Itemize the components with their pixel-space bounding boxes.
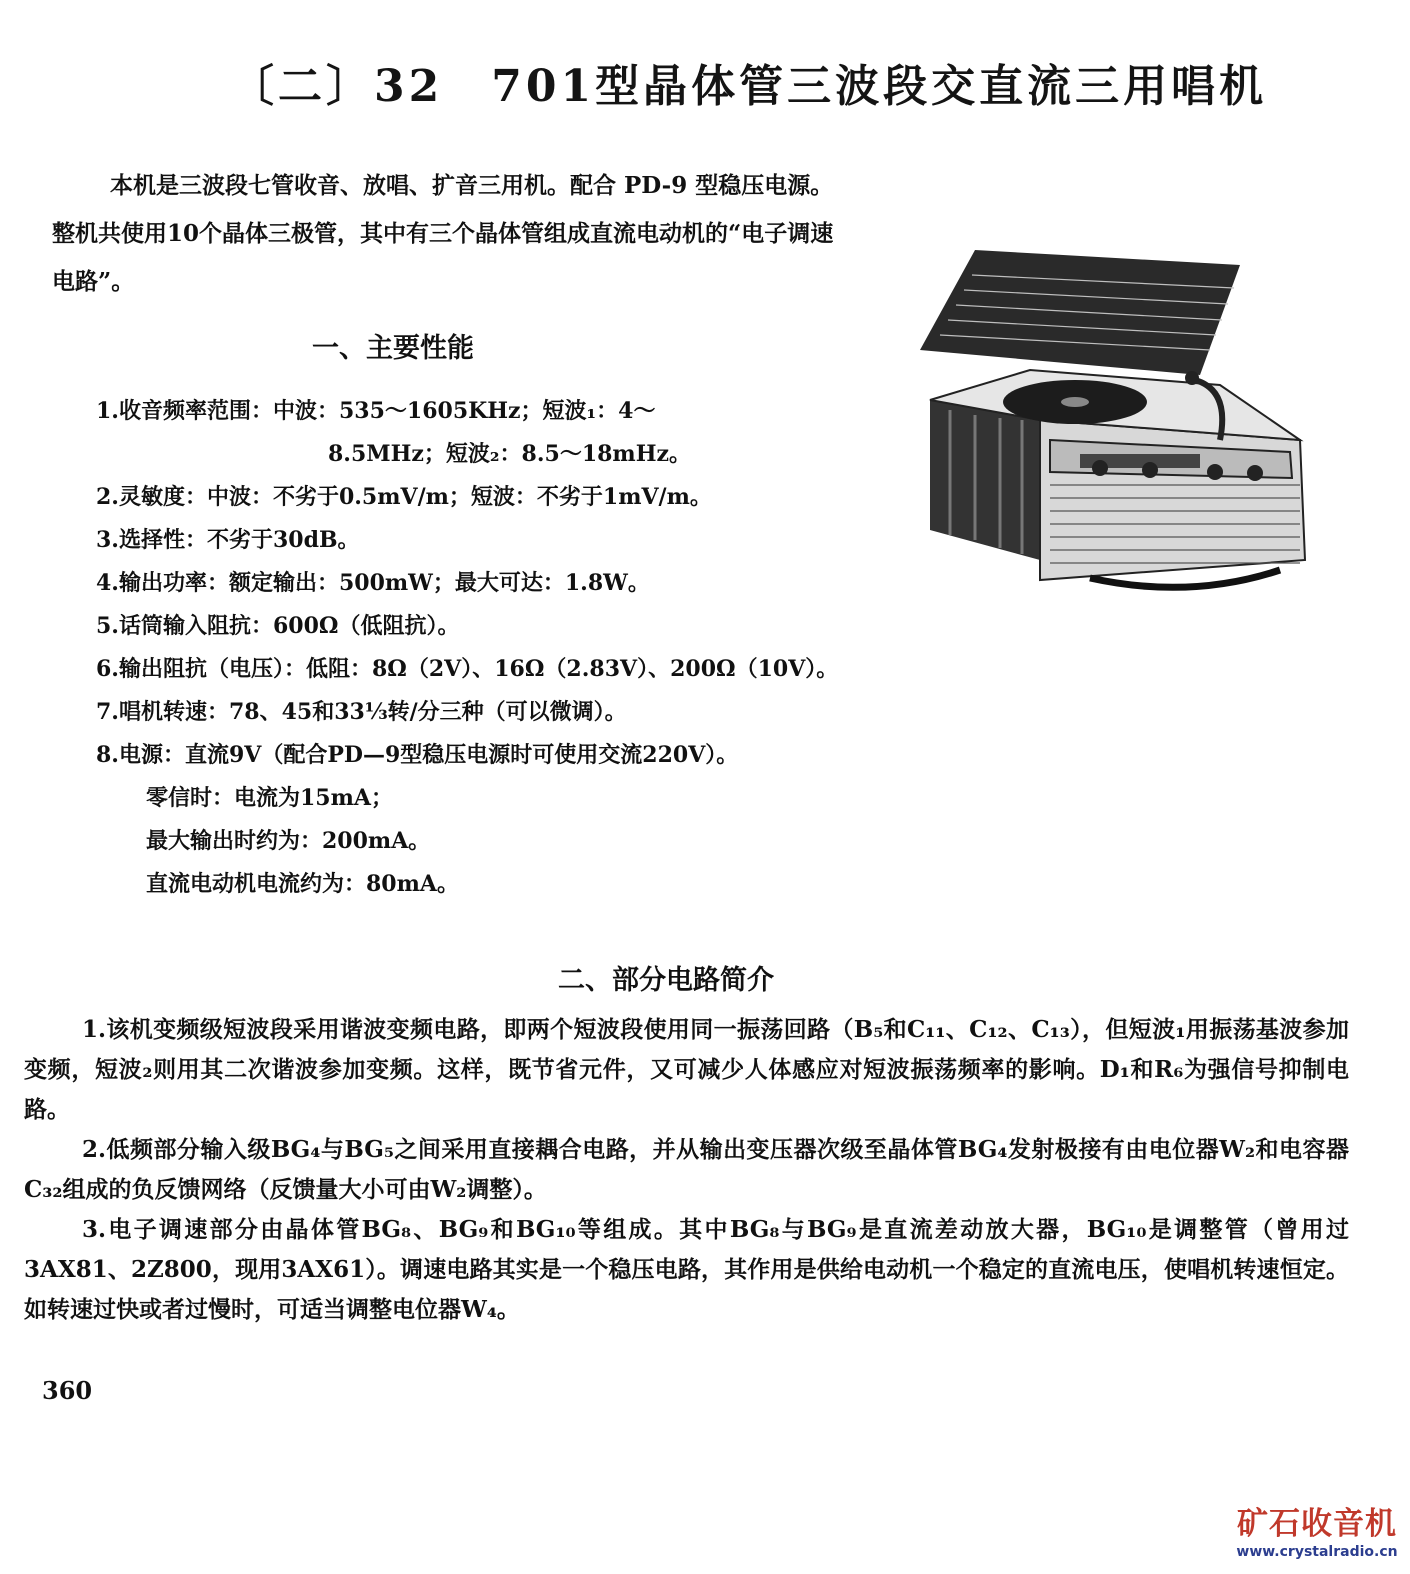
site-watermark [1232,1505,1402,1561]
circuit-paragraph: 3.电子调速部分由晶体管BG₈、BG₉和BG₁₀等组成。其中BG₈与BG₉是直流差动放大器，BG₁₀是调整管（曾用过3AX81、2Z800，现用3AX61）。调速电路其实是一个稳压电路，其作用是供给电动机一个稳定的直流电压，使唱机转速恒定。如转速过快或者过慢时，可适当调整电位器W₄。 [24,1216,1349,1323]
circuit-paragraph: 2.低频部分输入级BG₄与BG₅之间采用直接耦合电路，并从输出变压器次级至晶体管BG₄发射极接有由电位器W₂和电容器C₃₂组成的负反馈网络（反馈量大小可由W₂调整）。 [24,1136,1349,1203]
watermark-logo: 矿石收音机 [1237,1506,1397,1542]
record-label [1061,397,1089,407]
spec-subitem: 最大输出时约为：200mA。 [146,828,431,854]
page-title: 〔二〕32 701型晶体管三波段交直流三用唱机 [230,61,1268,112]
intro-text: 本机是三波段七管收音、放唱、扩音三用机。配合 PD-9 型稳压电源。整机共使用10个晶体三极管，其中有三个晶体管组成直流电动机的“电子调速电路”。 [52,172,834,295]
watermark-url: www.crystalradio.cn [1236,1544,1398,1560]
circuit-paragraph: 1.该机变频级短波段采用谐波变频电路，即两个短波段使用同一振荡回路（B₅和C₁₁、C₁₂、C₁₃），但短波₁用振荡基波参加变频，短波₂则用其二次谐波参加变频。这样，既节省元件，又可减少人体感应对短波振荡频率的影响。D₁和R₆为强信号抑制电路。 [24,1016,1349,1123]
spec-item: 7.唱机转速：78、45和33⅓转/分三种（可以微调）。 [96,699,627,725]
spec-item: 8.电源：直流9V（配合PD—9型稳压电源时可使用交流220V）。 [96,742,739,768]
spec-item: 5.话筒输入阻抗：600Ω（低阻抗）。 [96,613,460,639]
page-number: 360 [42,1376,93,1405]
spec-subitem: 零信时：电流为15mA； [146,785,393,811]
section2-heading: 二、部分电路简介 [558,965,774,996]
spec-list [96,390,1056,906]
knob-2 [1142,462,1158,478]
tonearm-pivot [1185,371,1199,385]
spec-item: 6.输出阻抗（电压）：低阻：8Ω（2V）、16Ω（2.83V）、200Ω（10V）。 [96,656,839,682]
spec-item: 2.灵敏度：中波：不劣于0.5mV/m；短波：不劣于1mV/m。 [96,484,712,510]
spec-item-continued: 8.5MHz；短波₂：8.5～18mHz。 [328,441,691,467]
intro-paragraph [52,162,842,306]
spec-item: 4.输出功率：额定输出：500mW；最大可达：1.8W。 [96,570,650,596]
knob-1 [1092,460,1108,476]
knob-4 [1247,465,1263,481]
knob-3 [1207,464,1223,480]
spec-subitem: 直流电动机电流约为：80mA。 [146,871,459,897]
section1-heading: 一、主要性能 [312,333,474,364]
circuit-description [24,1010,1349,1330]
spec-item: 3.选择性：不劣于30dB。 [96,527,360,553]
spec-item: 1.收音频率范围：中波：535～1605KHz；短波₁：4～ [96,398,656,424]
